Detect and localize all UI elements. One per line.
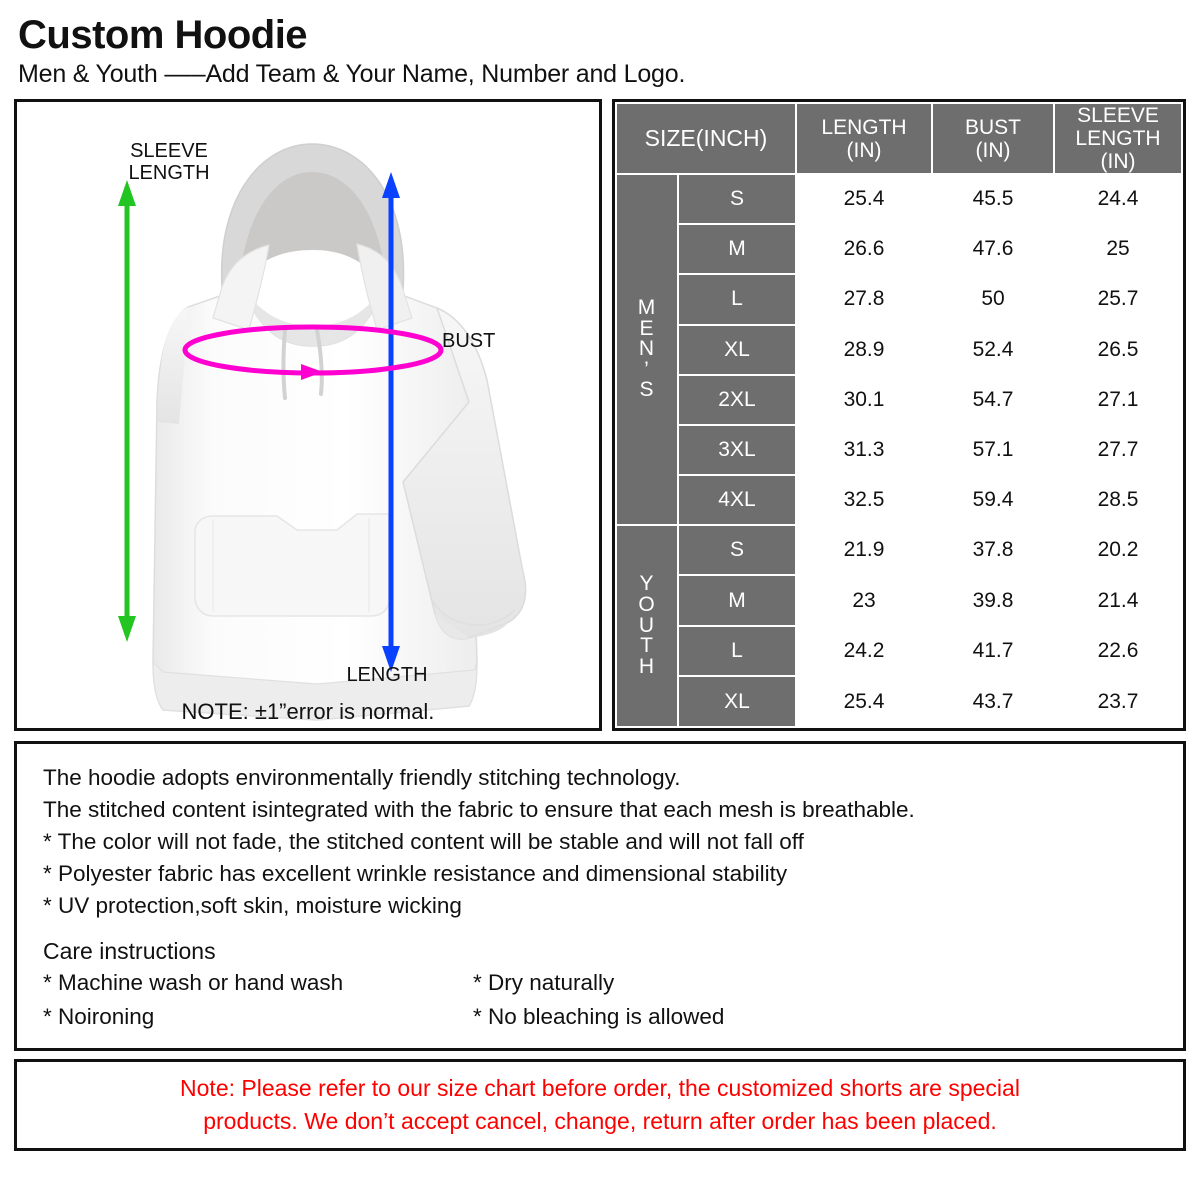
care-item: * No bleaching is allowed [473, 1003, 725, 1029]
group-label-mens: M E N ’ S [616, 174, 678, 525]
size-label: XL [678, 676, 796, 727]
bust-value: 57.1 [932, 425, 1054, 475]
care-instructions-list [43, 967, 1157, 1033]
table-row [616, 676, 1182, 727]
length-value: 27.8 [796, 274, 932, 324]
length-value: 23 [796, 575, 932, 626]
table-row [616, 274, 1182, 324]
size-label: M [678, 575, 796, 626]
size-label: M [678, 224, 796, 274]
size-table [615, 102, 1183, 728]
bust-value: 37.8 [932, 525, 1054, 576]
sleeve-value: 23.7 [1054, 676, 1182, 727]
table-row [616, 325, 1182, 375]
hoodie-diagram [17, 102, 605, 728]
bust-value: 54.7 [932, 375, 1054, 425]
sleeve-value: 25.7 [1054, 274, 1182, 324]
length-value: 28.9 [796, 325, 932, 375]
sleeve-length-label: SLEEVE LENGTH [128, 140, 210, 185]
bust-label: BUST [442, 330, 496, 352]
table-row [616, 375, 1182, 425]
header-bust: BUST (IN) [932, 103, 1054, 174]
order-policy-panel [14, 1059, 1186, 1151]
care-instructions-title: Care instructions [43, 937, 216, 964]
bust-value: 43.7 [932, 676, 1054, 727]
size-label: S [678, 525, 796, 576]
care-item: * Machine wash or hand wash [43, 969, 344, 995]
size-label: S [678, 174, 796, 224]
table-row [616, 626, 1182, 677]
length-value: 25.4 [796, 676, 932, 727]
error-note: NOTE: ±1”error is normal. [181, 699, 435, 724]
sleeve-value: 26.5 [1054, 325, 1182, 375]
page-subtitle: Men & Youth –––Add Team & Your Name, Number and Logo. [18, 60, 686, 88]
care-item: * Noironing [43, 1003, 155, 1029]
table-row [616, 224, 1182, 274]
sleeve-value: 21.4 [1054, 575, 1182, 626]
length-value: 21.9 [796, 525, 932, 576]
sleeve-value: 27.7 [1054, 425, 1182, 475]
info-line: * The color will not fade, the stitched content will be stable and will not fall off [43, 828, 804, 854]
table-row [616, 575, 1182, 626]
size-label: 2XL [678, 375, 796, 425]
sleeve-value: 25 [1054, 224, 1182, 274]
length-value: 32.5 [796, 475, 932, 525]
page-title: Custom Hoodie [18, 13, 308, 57]
sleeve-value: 20.2 [1054, 525, 1182, 576]
bust-value: 39.8 [932, 575, 1054, 626]
sleeve-value: 24.4 [1054, 174, 1182, 224]
care-item: * Dry naturally [473, 969, 615, 995]
bust-value: 45.5 [932, 174, 1054, 224]
bust-value: 52.4 [932, 325, 1054, 375]
group-label-youth: Y O U T H [616, 525, 678, 727]
length-value: 24.2 [796, 626, 932, 677]
table-row [616, 425, 1182, 475]
info-line: The stitched content isintegrated with the fabric to ensure that each mesh is breathable. [43, 796, 915, 822]
size-label: L [678, 626, 796, 677]
sleeve-value: 28.5 [1054, 475, 1182, 525]
product-info-panel [14, 741, 1186, 1051]
bust-value: 47.6 [932, 224, 1054, 274]
top-section [14, 99, 1186, 731]
length-value: 25.4 [796, 174, 932, 224]
table-row [616, 525, 1182, 576]
length-label: LENGTH [346, 664, 428, 686]
hoodie-illustration-panel [14, 99, 602, 731]
sleeve-length-arrow [118, 180, 136, 642]
order-policy-line2: products. We don’t accept cancel, change, return after order has been placed. [203, 1108, 997, 1135]
bust-value: 41.7 [932, 626, 1054, 677]
info-line: * UV protection,soft skin, moisture wicking [43, 892, 462, 918]
sleeve-value: 27.1 [1054, 375, 1182, 425]
sleeve-value: 22.6 [1054, 626, 1182, 677]
table-row [616, 475, 1182, 525]
length-value: 26.6 [796, 224, 932, 274]
size-label: 3XL [678, 425, 796, 475]
header-size: SIZE(INCH) [616, 103, 796, 174]
table-header-row [616, 103, 1182, 174]
size-label: XL [678, 325, 796, 375]
length-value: 30.1 [796, 375, 932, 425]
info-line: * Polyester fabric has excellent wrinkle resistance and dimensional stability [43, 860, 788, 886]
size-label: 4XL [678, 475, 796, 525]
bust-value: 59.4 [932, 475, 1054, 525]
info-line: The hoodie adopts environmentally friendly stitching technology. [43, 765, 681, 790]
order-policy-line1: Note: Please refer to our size chart before order, the customized shorts are special [180, 1075, 1020, 1101]
bust-value: 50 [932, 274, 1054, 324]
length-value: 31.3 [796, 425, 932, 475]
size-label: L [678, 274, 796, 324]
table-row [616, 174, 1182, 224]
header-length: LENGTH (IN) [796, 103, 932, 174]
order-policy-note [37, 1072, 1163, 1139]
size-table-panel [612, 99, 1186, 731]
header-sleeve-length: SLEEVE LENGTH (IN) [1054, 103, 1182, 174]
